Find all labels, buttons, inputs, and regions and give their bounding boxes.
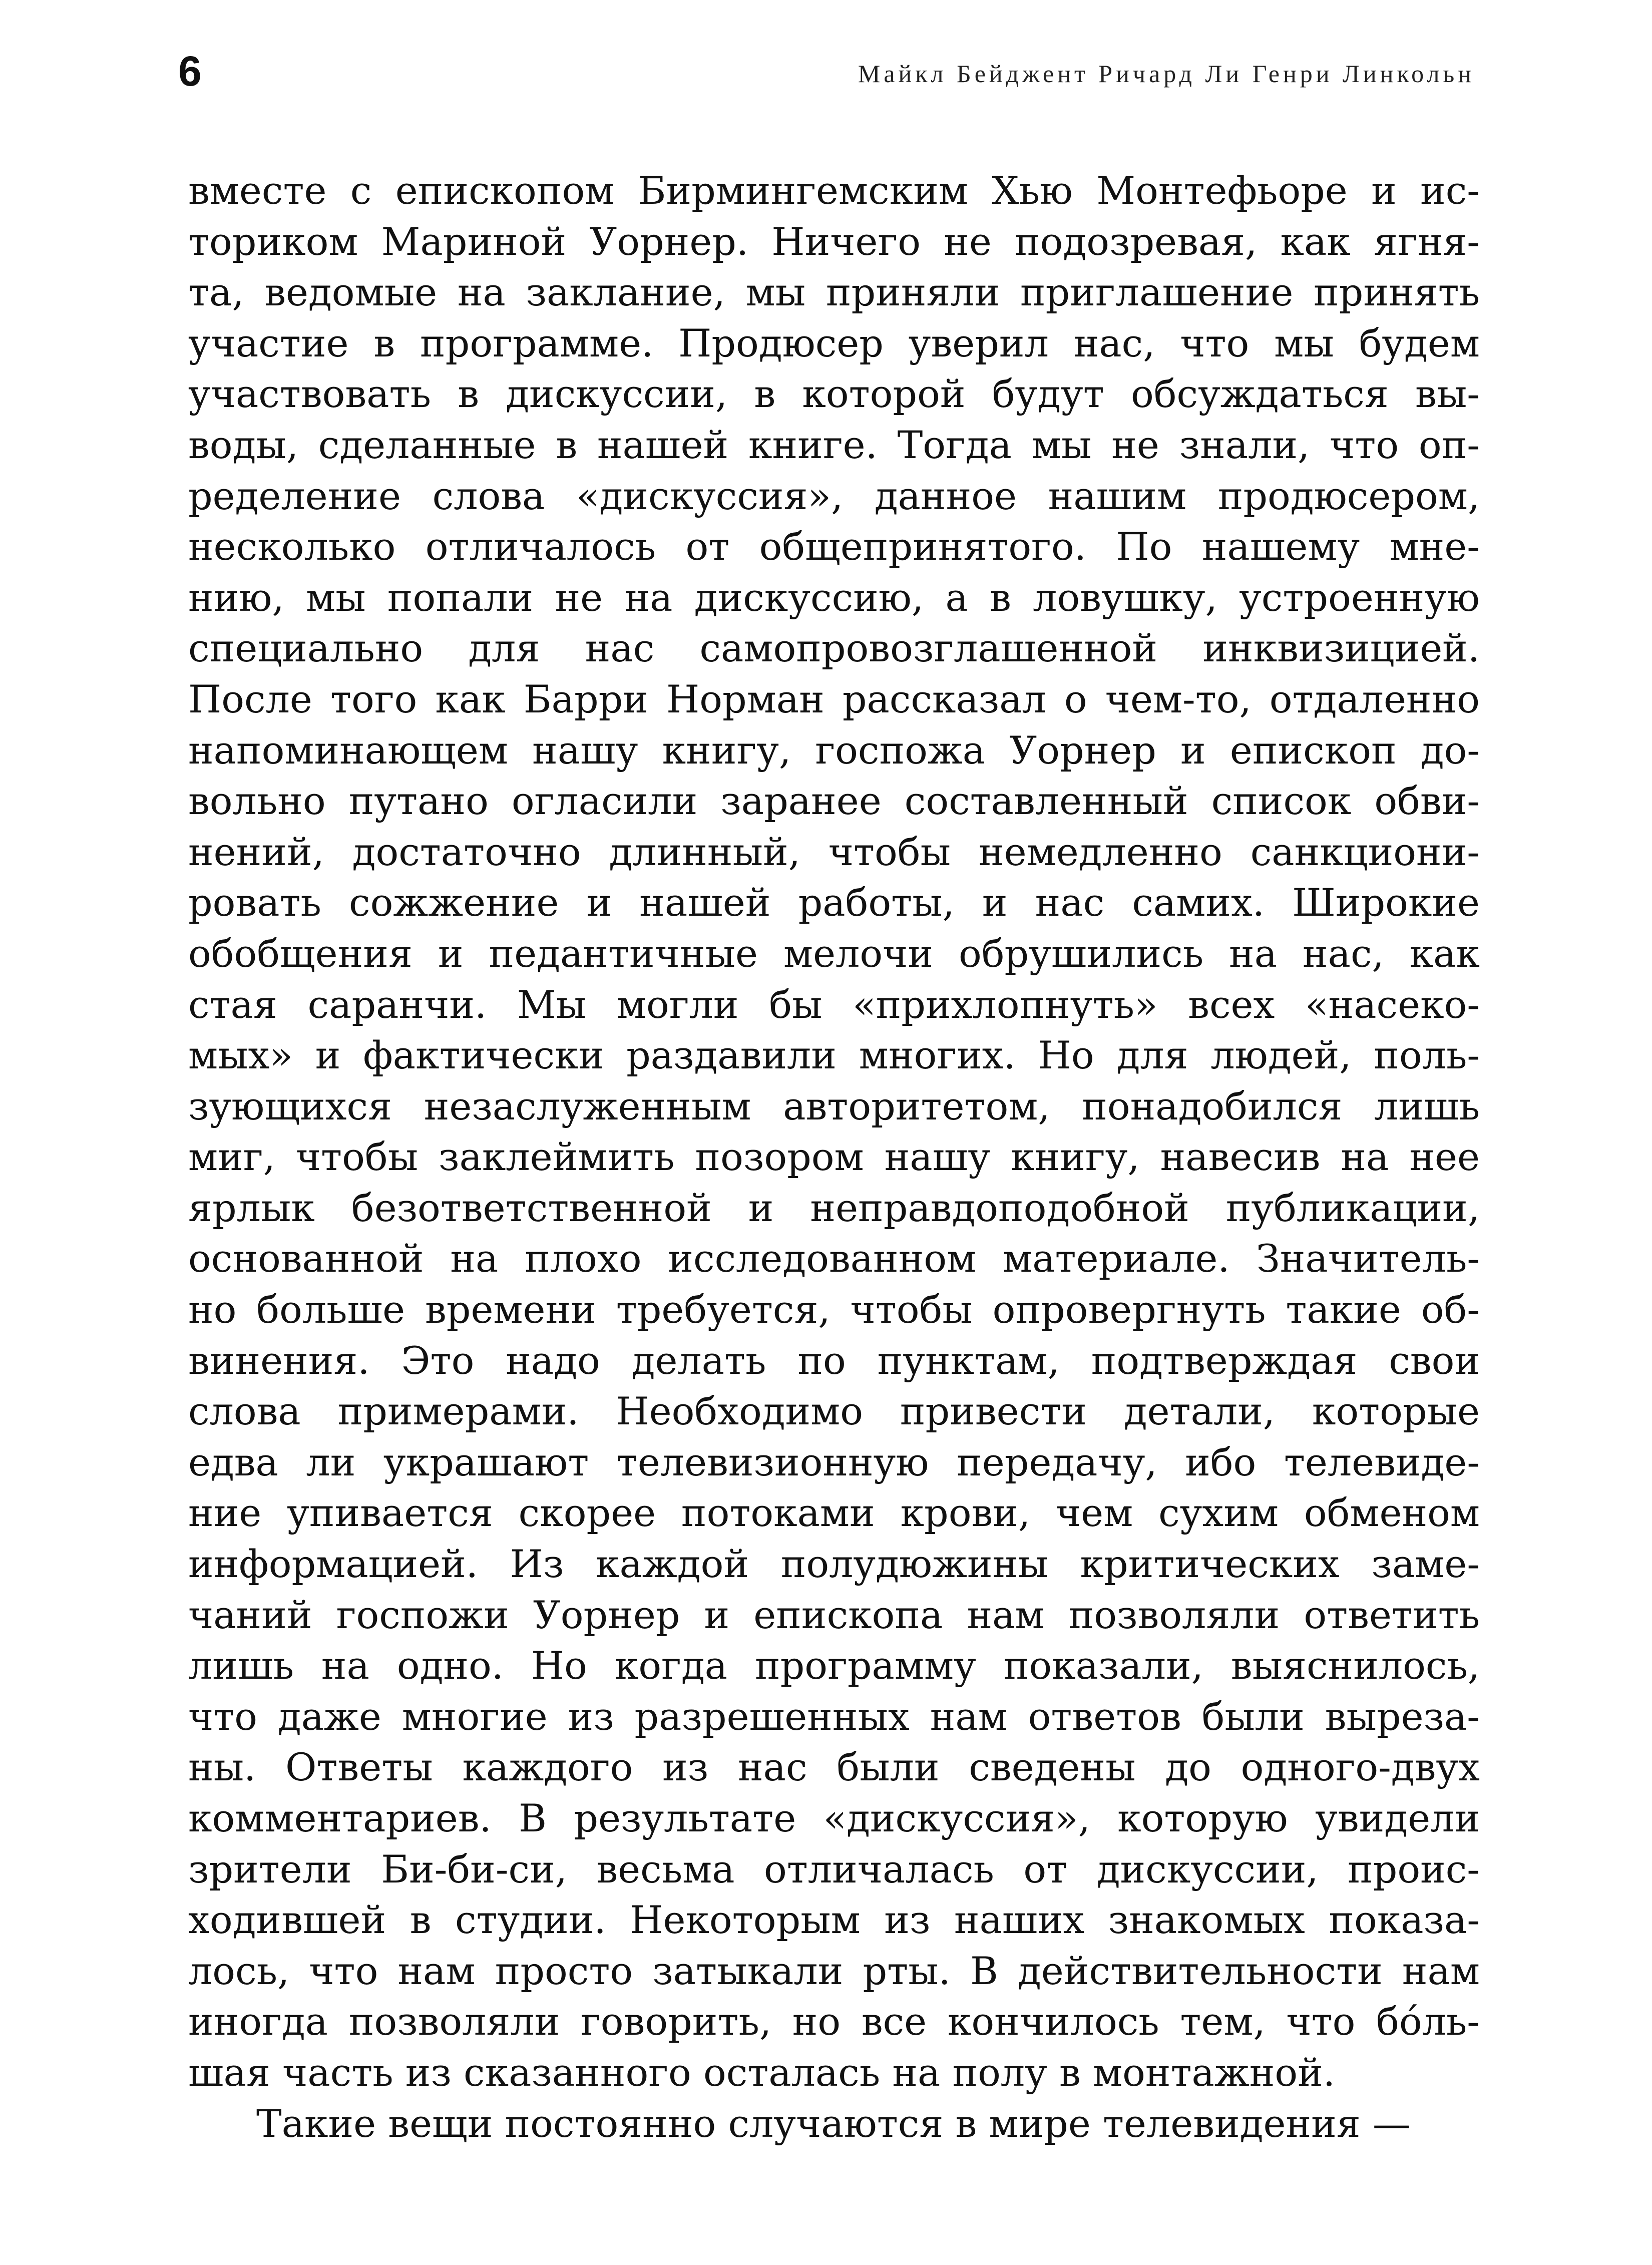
- text-line: зующихся незаслуженным авторитетом, понадобился лишь: [188, 1083, 1480, 1128]
- text-line: ровать сожжение и нашей работы, и нас самих. Широкие: [188, 880, 1480, 925]
- text-line: стая саранчи. Мы могли бы «прихлопнуть» всех «насеко-: [188, 982, 1480, 1027]
- text-line: участвовать в дискуссии, в которой будут обсуждаться вы-: [188, 371, 1480, 417]
- text-line: иногда позволяли говорить, но все кончилось тем, что бóль-: [188, 1999, 1480, 2044]
- text-line: мых» и фактически раздавили многих. Но для людей, поль-: [188, 1033, 1480, 1078]
- text-line: несколько отличалось от общепринятого. По нашему мне-: [188, 524, 1480, 569]
- text-line: участие в программе. Продюсер уверил нас, что мы будем: [188, 320, 1480, 365]
- text-line: ториком Мариной Уорнер. Ничего не подозревая, как ягня-: [188, 219, 1480, 264]
- running-head: Майкл Бейджент Ричард Ли Генри Линкольн: [858, 60, 1475, 88]
- text-line: винения. Это надо делать по пунктам, подтверждая свои: [188, 1338, 1480, 1383]
- text-line: комментариев. В результате «дискуссия», которую увидели: [188, 1796, 1480, 1840]
- text-line: ние упивается скорее потоками крови, чем сухим обменом: [188, 1490, 1480, 1536]
- page-number: 6: [178, 48, 202, 95]
- text-line: нию, мы попали не на дискуссию, а в ловушку, устроенную: [188, 575, 1480, 620]
- text-line: чаний госпожи Уорнер и епископа нам позволяли ответить: [188, 1592, 1480, 1637]
- text-line: напоминающем нашу книгу, госпожа Уорнер и епископ до-: [188, 727, 1480, 773]
- text-line: но больше времени требуется, чтобы опровергнуть такие об-: [188, 1287, 1480, 1332]
- text-line: ределение слова «дискуссия», данное нашим продюсером,: [188, 473, 1480, 518]
- text-line: ны. Ответы каждого из нас были сведены до одного-двух: [188, 1745, 1480, 1790]
- text-line: воды, сделанные в нашей книге. Тогда мы не знали, что оп-: [188, 422, 1480, 467]
- paragraph: [188, 2098, 1480, 2149]
- text-line: ярлык безответственной и неправдоподобной публикации,: [188, 1185, 1480, 1230]
- text-line: та, ведомые на заклание, мы приняли приглашение принять: [188, 270, 1480, 315]
- text-line: обобщения и педантичные мелочи обрушились на нас, как: [188, 931, 1480, 976]
- text-line: что даже многие из разрешенных нам ответов были выреза-: [188, 1694, 1480, 1739]
- text-line: После того как Барри Норман рассказал о чем-то, отдаленно: [188, 676, 1480, 721]
- text-line: основанной на плохо исследованном материале. Значитель-: [188, 1236, 1480, 1281]
- text-line: лось, что нам просто затыкали рты. В действительности нам: [188, 1948, 1480, 1993]
- text-line: Такие вещи постоянно случаются в мире телевидения —: [256, 2101, 1411, 2146]
- text-line: ходившей в студии. Некоторым из наших знакомых показа-: [188, 1898, 1480, 1943]
- text-line: специально для нас самопровозглашенной инквизицией.: [188, 626, 1480, 671]
- body-text: [188, 165, 1480, 2149]
- text-line: слова примерами. Необходимо привести детали, которые: [188, 1389, 1480, 1434]
- text-line: миг, чтобы заклеймить позором нашу книгу, навесив на нее: [188, 1135, 1480, 1180]
- text-line: вольно путано огласили заранее составленный список обви-: [188, 779, 1480, 824]
- text-line: вместе с епископом Бирмингемским Хью Монтефьоре и ис-: [188, 168, 1480, 213]
- text-line: зрители Би-би-си, весьма отличалась от дискуссии, проис-: [188, 1846, 1480, 1892]
- text-line: шая часть из сказанного осталась на полу в монтажной.: [188, 2050, 1335, 2095]
- text-line: лишь на одно. Но когда программу показали, выяснилось,: [188, 1643, 1480, 1688]
- text-line: нений, достаточно длинный, чтобы немедленно санкциони-: [188, 829, 1480, 874]
- text-line: едва ли украшают телевизионную передачу, ибо телевиде-: [188, 1439, 1480, 1484]
- text-line: информацией. Из каждой полудюжины критических заме-: [188, 1542, 1480, 1587]
- paragraph: [188, 165, 1480, 2098]
